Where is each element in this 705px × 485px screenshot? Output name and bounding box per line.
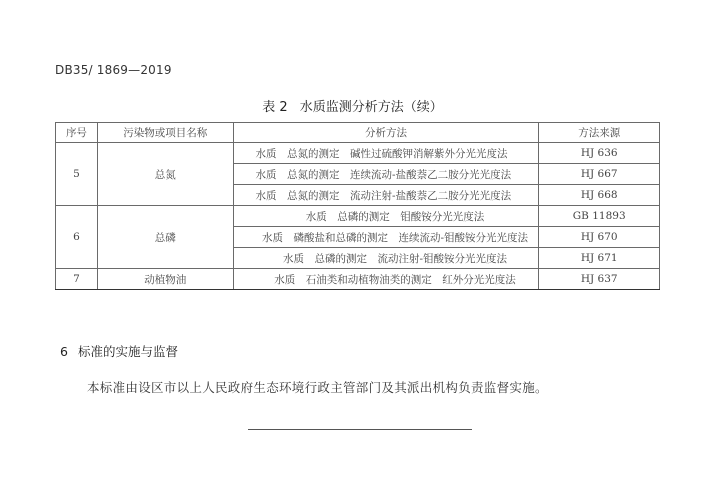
table-number: 表 2 (262, 100, 288, 115)
table-row (56, 206, 660, 227)
monitoring-methods-table (55, 122, 660, 290)
method-source: HJ 668 (539, 185, 660, 206)
column-header-no: 序号 (56, 123, 98, 143)
table-title (0, 96, 705, 115)
table-row (56, 143, 660, 164)
method-source: HJ 671 (539, 248, 660, 269)
row-number: 7 (56, 269, 98, 290)
analysis-method: 水质 总磷的测定 钼酸铵分光光度法 (233, 206, 539, 227)
pollutant-name: 总氮 (97, 143, 233, 206)
pollutant-name: 总磷 (97, 206, 233, 269)
method-source: GB 11893 (539, 206, 660, 227)
document-code: DB35/ 1869—2019 (55, 63, 172, 77)
analysis-method: 水质 磷酸盐和总磷的测定 连续流动-钼酸铵分光光度法 (233, 227, 539, 248)
row-number: 6 (56, 206, 98, 269)
analysis-method: 水质 总磷的测定 流动注射-钼酸铵分光光度法 (233, 248, 539, 269)
analysis-method: 水质 石油类和动植物油类的测定 红外分光光度法 (233, 269, 539, 290)
section-title: 标准的实施与监督 (77, 344, 178, 359)
analysis-method: 水质 总氮的测定 流动注射-盐酸萘乙二胺分光光度法 (233, 185, 539, 206)
section-number: 6 (60, 344, 68, 359)
section-heading (60, 342, 178, 360)
table-caption: 水质监测分析方法（续） (299, 100, 443, 115)
method-source: HJ 670 (539, 227, 660, 248)
method-source: HJ 667 (539, 164, 660, 185)
pollutant-name: 动植物油 (97, 269, 233, 290)
method-source: HJ 637 (539, 269, 660, 290)
column-header-item: 污染物或项目名称 (97, 123, 233, 143)
table-row (56, 269, 660, 290)
method-source: HJ 636 (539, 143, 660, 164)
column-header-source: 方法来源 (539, 123, 660, 143)
column-header-method: 分析方法 (233, 123, 539, 143)
analysis-method: 水质 总氮的测定 碱性过硫酸钾消解紫外分光光度法 (233, 143, 539, 164)
row-number: 5 (56, 143, 98, 206)
analysis-method: 水质 总氮的测定 连续流动-盐酸萘乙二胺分光光度法 (233, 164, 539, 185)
table-header-row (56, 123, 660, 143)
end-of-document-rule (248, 429, 472, 430)
section-body-paragraph: 本标准由设区市以上人民政府生态环境行政主管部门及其派出机构负责监督实施。 (87, 380, 548, 395)
